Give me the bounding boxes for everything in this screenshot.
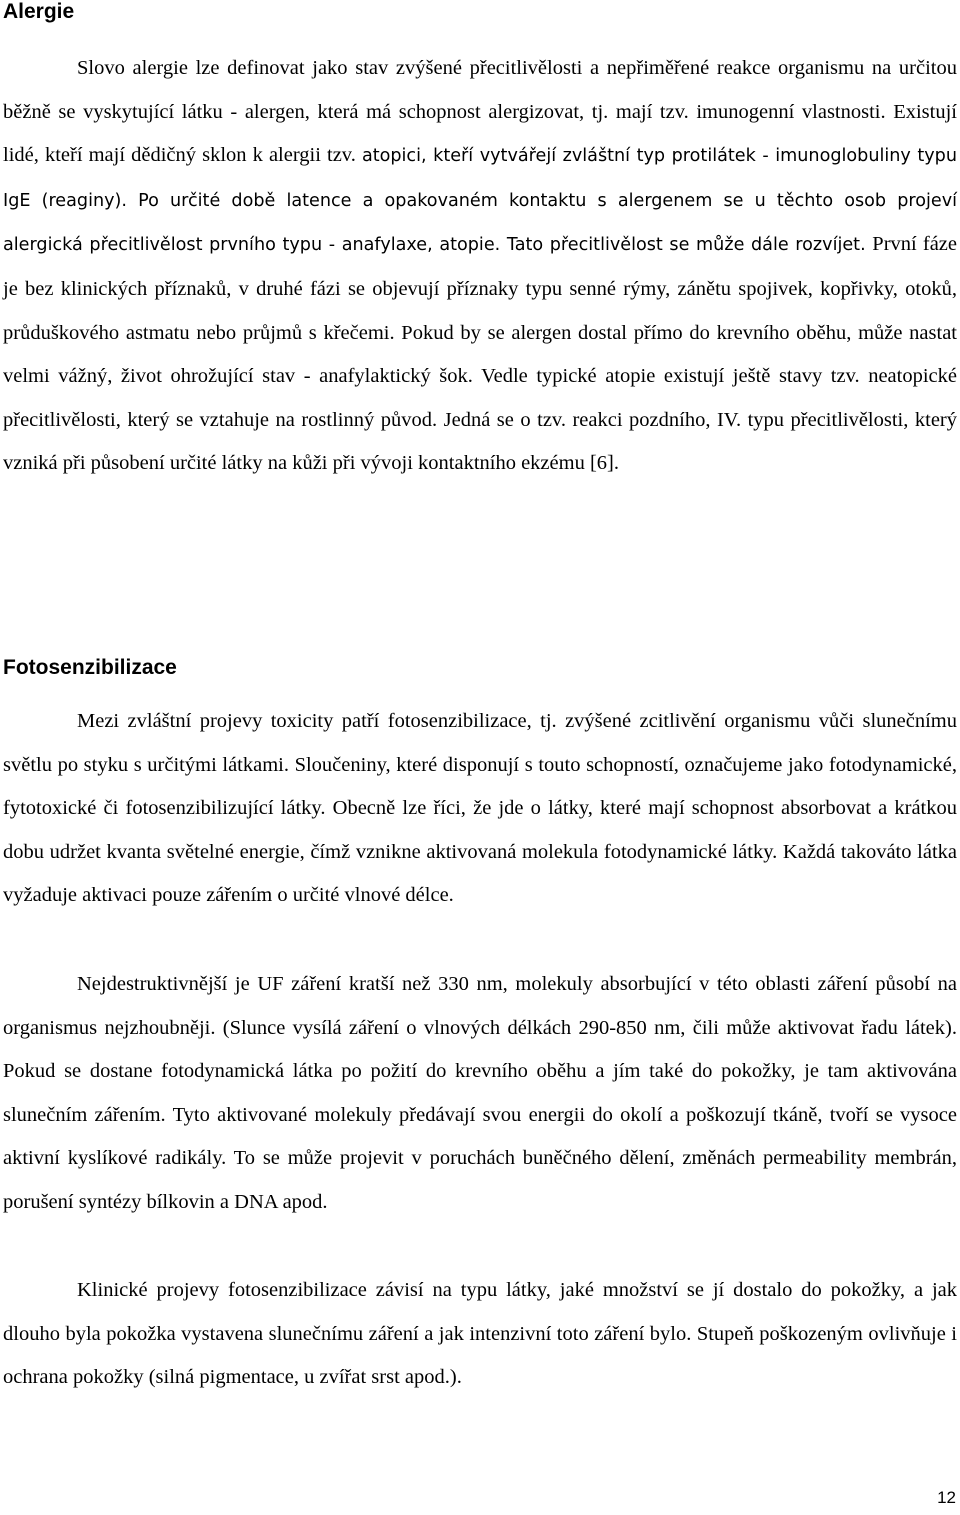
section-heading-fotosenzibilizace: Fotosenzibilizace xyxy=(3,656,177,679)
paragraph-segment: První fáze je bez klinických příznaků, v druhé fázi se objevují příznaky typu senné rýmy, zánětu spojivek, kopřivky, otoků, průduškového astmatu nebo průjmů s křečemi. Pokud by se alergen dostal přímo do krevního oběhu, může nastat velmi vážný, život ohrožující stav - anafylaktický šok. Vedle typické atopie existují ještě stavy tzv. neatopické přecitlivělosti, který se vztahuje na rostlinný původ. Jedná se o tzv. reakci pozdního, IV. typu přecitlivělosti, který vzniká při působení určité látky na kůži při vývoji kontaktního ekzému [6]. xyxy=(3,233,958,475)
paragraph-segment: Slovo alergie lze definovat jako stav zvýšené přecitlivělosti a nepřiměřené reakce organismu na určitou běžně se vyskytující látku - alergen, která má schopnost alergizovat, tj. mají tzv. imunogenní vlastnosti. Existují lidé, kteří mají dědičný sklon k alergii tzv. xyxy=(3,57,957,167)
paragraph-fotosenzibilizace-1: Mezi zvláštní projevy toxicity patří fotosenzibilizace, tj. zvýšené zcitlivění organismu vůči slunečnímu světlu po styku s určitými látkami. Sloučeniny, které disponují s touto schopností, označujeme jako fotodynamické, fytotoxické či fotosenzibilizující látky. Obecně lze říci, že jde o látky, které mají schopnost absorbovat a krátkou dobu udržet kvanta světelné energie, čímž vznikne aktivovaná molekula fotodynamické látky. Každá takováto látka vyžaduje aktivaci pouze zářením o určité vlnové délce. xyxy=(3,710,957,907)
paragraph-segment: atopici, kteří vytvářejí zvláštní typ protilátek - imunoglobuliny typu IgE (reaginy). Po určité době latence a opakovaném kontaktu s alergenem se u těchto osob projeví alergická přecitlivělost prvního typu - anafylaxe, atopie. Tato přecitlivělost se může dále rozvíjet. xyxy=(3,146,957,256)
paragraph-alergie xyxy=(3,47,957,486)
paragraph-fotosenzibilizace-2: Nejdestruktivnější je UF záření kratší než 330 nm, molekuly absorbující v této oblasti záření působí na organismus nejzhoubněji. (Slunce vysílá záření o vlnových délkách 290-850 nm, čili může aktivovat řadu látek). Pokud se dostane fotodynamická látka po požití do krevního oběhu a jím také do pokožky, je tam aktivována slunečním zářením. Tyto aktivované molekuly předávají svou energii do okolí a poškozují tkáně, tvoří se vysoce aktivní kyslíkové radikály. To se může projevit v poruchách buněčného dělení, změnách permeability membrán, porušení syntézy bílkovin a DNA apod. xyxy=(3,973,957,1213)
section-heading-alergie: Alergie xyxy=(3,0,75,23)
page-number: 12 xyxy=(937,1488,956,1507)
paragraph-fotosenzibilizace-3: Klinické projevy fotosenzibilizace závisí na typu látky, jaké množství se jí dostalo do pokožky, a jak dlouho byla pokožka vystavena slunečnímu záření a jak intenzivní toto záření bylo. Stupeň poškozeným ovlivňuje i ochrana pokožky (silná pigmentace, u zvířat srst apod.). xyxy=(3,1279,957,1389)
